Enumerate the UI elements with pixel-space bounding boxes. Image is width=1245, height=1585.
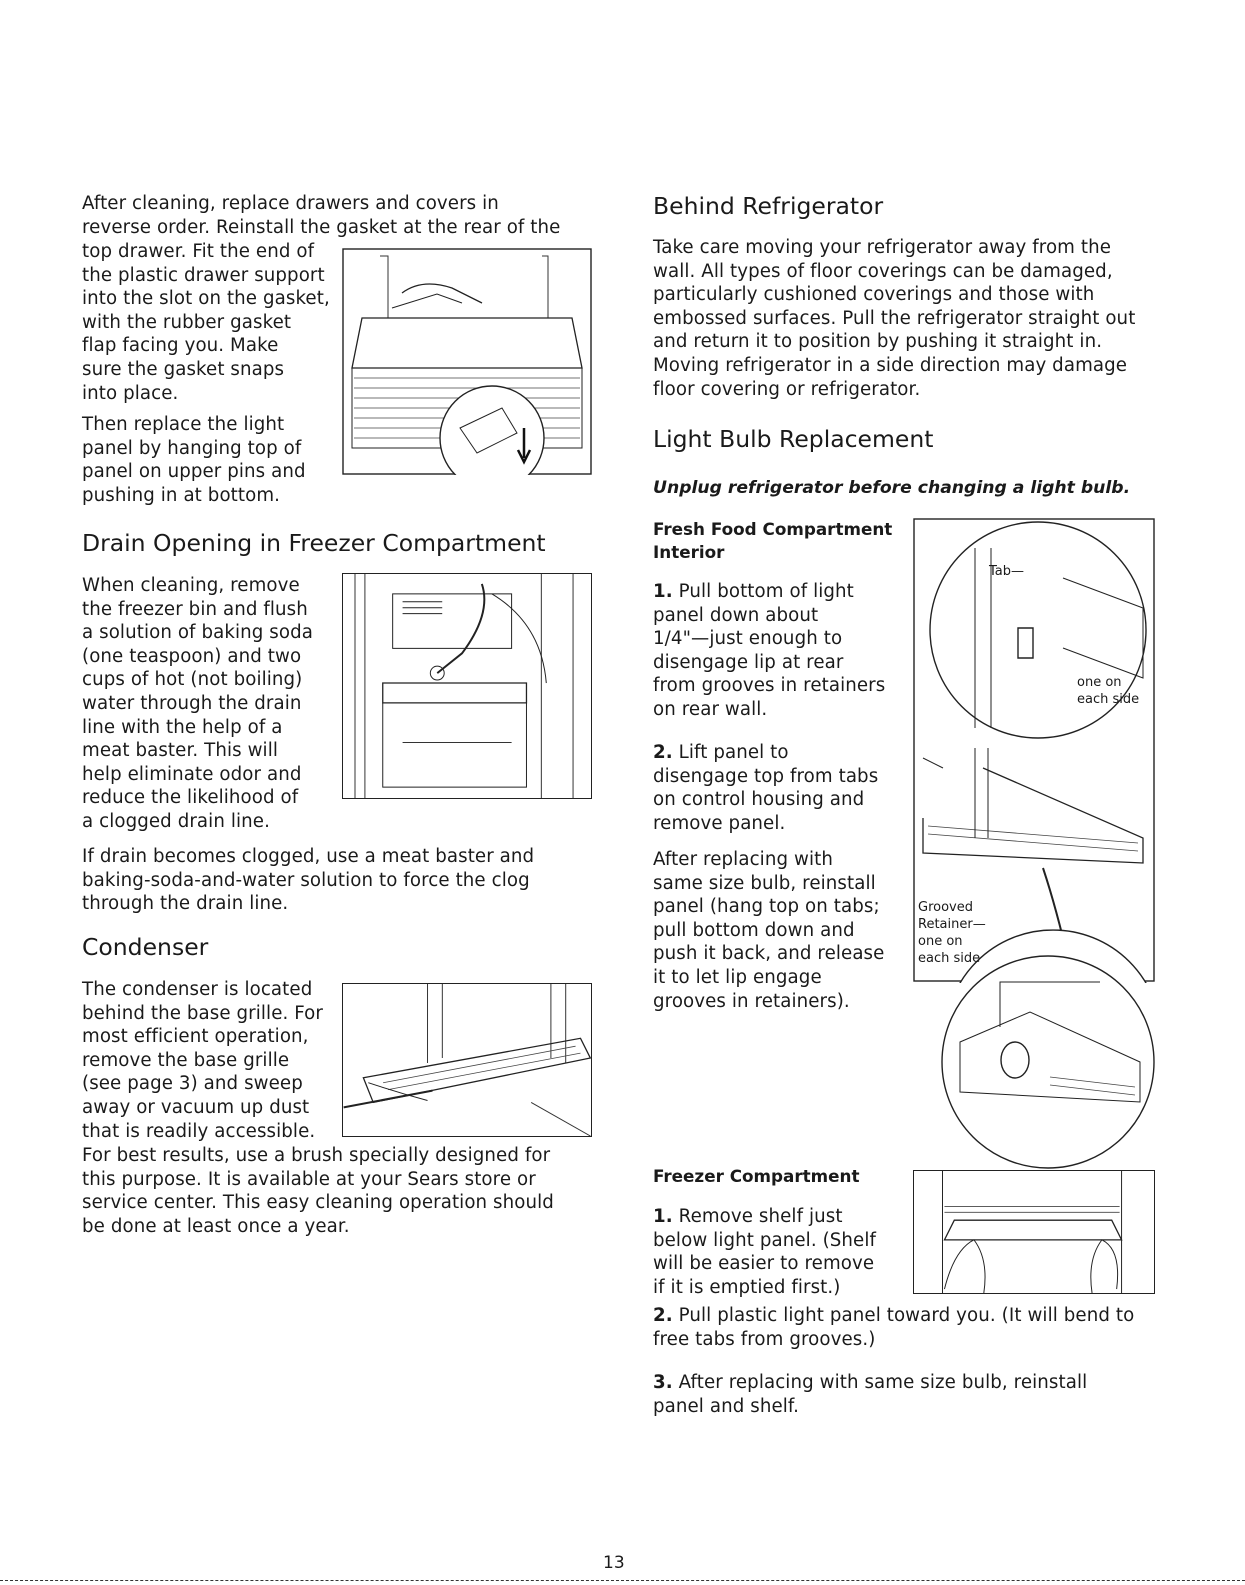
drain-paragraph: When cleaning, remove the freezer bin and flush a solution of baking soda (one teaspoon) and two cups of hot (not boiling) water through the drain line with the help of a meat baster. This will help eliminate odor and reduce the likelihood of a clogged drain line. xyxy=(82,575,313,832)
condenser-paragraph: The condenser is located behind the base grille. For most efficient operation, remove the base grille (see page 3) and sweep away or vacuum up dust that is readily accessible. xyxy=(82,979,323,1142)
drain-clog-paragraph: If drain becomes clogged, use a meat baster and baking-soda-and-water solution to force the clog through the drain line. xyxy=(82,846,535,915)
fresh-step-1-text: Pull bottom of light panel down about 1/4"—just enough to disengage lip at rear from grooves in retainers on rear wall. xyxy=(653,581,886,720)
freezer-step-3-number: 3. xyxy=(653,1372,673,1393)
light-panel-paragraph: Then replace the light panel by hanging top of panel on upper pins and pushing in at bottom. xyxy=(82,414,306,506)
fresh-after-paragraph: After replacing with same size bulb, reinstall panel (hang top on tabs; pull bottom down and push it back, and release it to let lip engage grooves in retainers). xyxy=(653,849,885,1012)
intro-line-2: reverse order. Reinstall the gasket at the rear of the xyxy=(82,217,561,238)
each-side-label: each side xyxy=(918,951,981,966)
one-on-label: one on xyxy=(918,934,963,949)
retainer-detail-illustration xyxy=(940,952,1156,1172)
condenser-illustration xyxy=(342,983,592,1137)
fresh-step-1-number: 1. xyxy=(653,581,673,602)
freezer-step-1 xyxy=(653,1205,876,1299)
retainer-label: Retainer— xyxy=(918,917,986,932)
fresh-step-1 xyxy=(653,580,885,722)
page-number: 13 xyxy=(603,1553,625,1573)
drawer-gasket-illustration xyxy=(342,248,592,475)
fresh-food-heading: Fresh Food Compartment Interior xyxy=(653,519,893,562)
drain-opening-heading: Drain Opening in Freezer Compartment xyxy=(82,529,546,557)
freezer-step-3 xyxy=(653,1371,1087,1418)
freezer-step-2-text: Pull plastic light panel toward you. (It will bend to free tabs from grooves.) xyxy=(653,1305,1135,1350)
freezer-step-3-text: After replacing with same size bulb, reinstall panel and shelf. xyxy=(653,1372,1088,1417)
freezer-step-1-number: 1. xyxy=(653,1206,673,1227)
freezer-drain-illustration xyxy=(342,573,592,799)
unplug-warning: Unplug refrigerator before changing a light bulb. xyxy=(653,478,1131,498)
freezer-step-2-number: 2. xyxy=(653,1305,673,1326)
behind-refrigerator-paragraph: Take care moving your refrigerator away from the wall. All types of floor coverings can be damaged, particularly cushioned coverings and those with embossed surfaces. Pull the refrigerator straight out and return it to position by pushing it straight in. Moving refrigerator in a side direction may damage floor covering or refrigerator. xyxy=(653,237,1136,400)
intro-line-1: After cleaning, replace drawers and covers in xyxy=(82,193,499,214)
fresh-step-2-text: Lift panel to disengage top from tabs on control housing and remove panel. xyxy=(653,742,879,834)
grooved-label: Grooved xyxy=(918,900,973,915)
fresh-food-light-illustration xyxy=(913,518,1155,983)
light-bulb-heading: Light Bulb Replacement xyxy=(653,425,934,453)
fresh-step-2 xyxy=(653,741,878,835)
bottom-rule xyxy=(0,1580,1245,1581)
fresh-step-2-number: 2. xyxy=(653,742,673,763)
tab-label: Tab— xyxy=(989,564,1025,579)
condenser-more-paragraph: For best results, use a brush specially designed for this purpose. It is available at your Sears store or service center. This easy cleaning operation should be done at least once a year. xyxy=(82,1145,554,1237)
freezer-step-1-text: Remove shelf just below light panel. (Shelf will be easier to remove if it is emptied first.) xyxy=(653,1206,876,1298)
intro-paragraph: top drawer. Fit the end of the plastic drawer support into the slot on the gasket, with the rubber gasket flap facing you. Make sure the gasket snaps into place. xyxy=(82,241,330,404)
behind-refrigerator-heading: Behind Refrigerator xyxy=(653,192,884,220)
freezer-step-2 xyxy=(653,1304,1134,1351)
one-on-each-side-label: one on each side xyxy=(1077,675,1140,707)
condenser-heading: Condenser xyxy=(82,933,209,961)
freezer-shelf-illustration xyxy=(913,1170,1155,1294)
freezer-heading: Freezer Compartment xyxy=(653,1166,860,1186)
